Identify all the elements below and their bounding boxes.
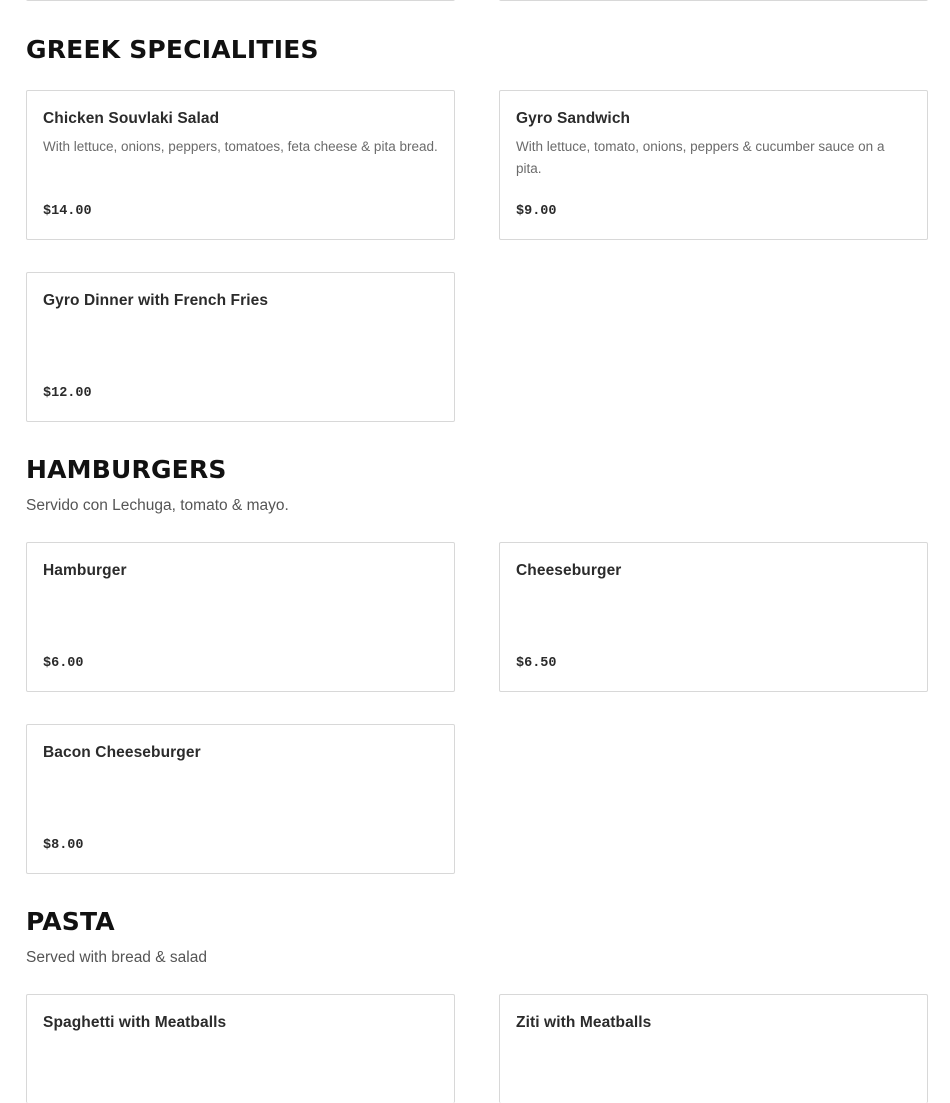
menu-item-description: With lettuce, onions, peppers, tomatoes, feta cheese & pita bread. [43, 139, 438, 154]
menu-item-price: $6.50 [516, 656, 557, 671]
menu-item-name: Cheeseburger [516, 562, 622, 579]
section-title-pasta: PASTA [26, 907, 115, 936]
menu-item-card[interactable] [499, 542, 928, 692]
menu-item-card[interactable] [26, 994, 455, 1103]
section-title-greek-specialities: GREEK SPECIALITIES [26, 35, 319, 64]
menu-item-price: $6.00 [43, 656, 84, 671]
menu-item-card[interactable] [499, 90, 928, 240]
menu-item-card[interactable] [499, 0, 928, 1]
menu-item-name: Gyro Sandwich [516, 110, 631, 127]
section-subtitle-pasta: Served with bread & salad [26, 949, 207, 966]
menu-item-card[interactable] [26, 272, 455, 422]
menu-item-price: $9.00 [516, 204, 557, 219]
menu-item-name: Ziti with Meatballs [516, 1014, 652, 1031]
menu-item-price: $14.00 [43, 204, 92, 219]
menu-item-card[interactable] [26, 0, 455, 1]
section-subtitle-hamburgers: Servido con Lechuga, tomato & mayo. [26, 497, 289, 514]
menu-item-name: Hamburger [43, 562, 127, 579]
menu-item-price: $8.00 [43, 838, 84, 853]
menu-item-name: Bacon Cheeseburger [43, 744, 201, 761]
menu-item-name: Spaghetti with Meatballs [43, 1014, 227, 1031]
menu-item-card[interactable] [26, 542, 455, 692]
menu-item-price: $12.00 [43, 386, 92, 401]
menu-item-name: Gyro Dinner with French Fries [43, 292, 269, 309]
menu-item-name: Chicken Souvlaki Salad [43, 110, 220, 127]
menu-item-card[interactable] [26, 90, 455, 240]
menu-item-card[interactable] [26, 724, 455, 874]
menu-item-card[interactable] [499, 994, 928, 1103]
menu-item-description: With lettuce, tomato, onions, peppers & cucumber sauce on a pita. [516, 139, 885, 176]
section-title-hamburgers: HAMBURGERS [26, 455, 227, 484]
